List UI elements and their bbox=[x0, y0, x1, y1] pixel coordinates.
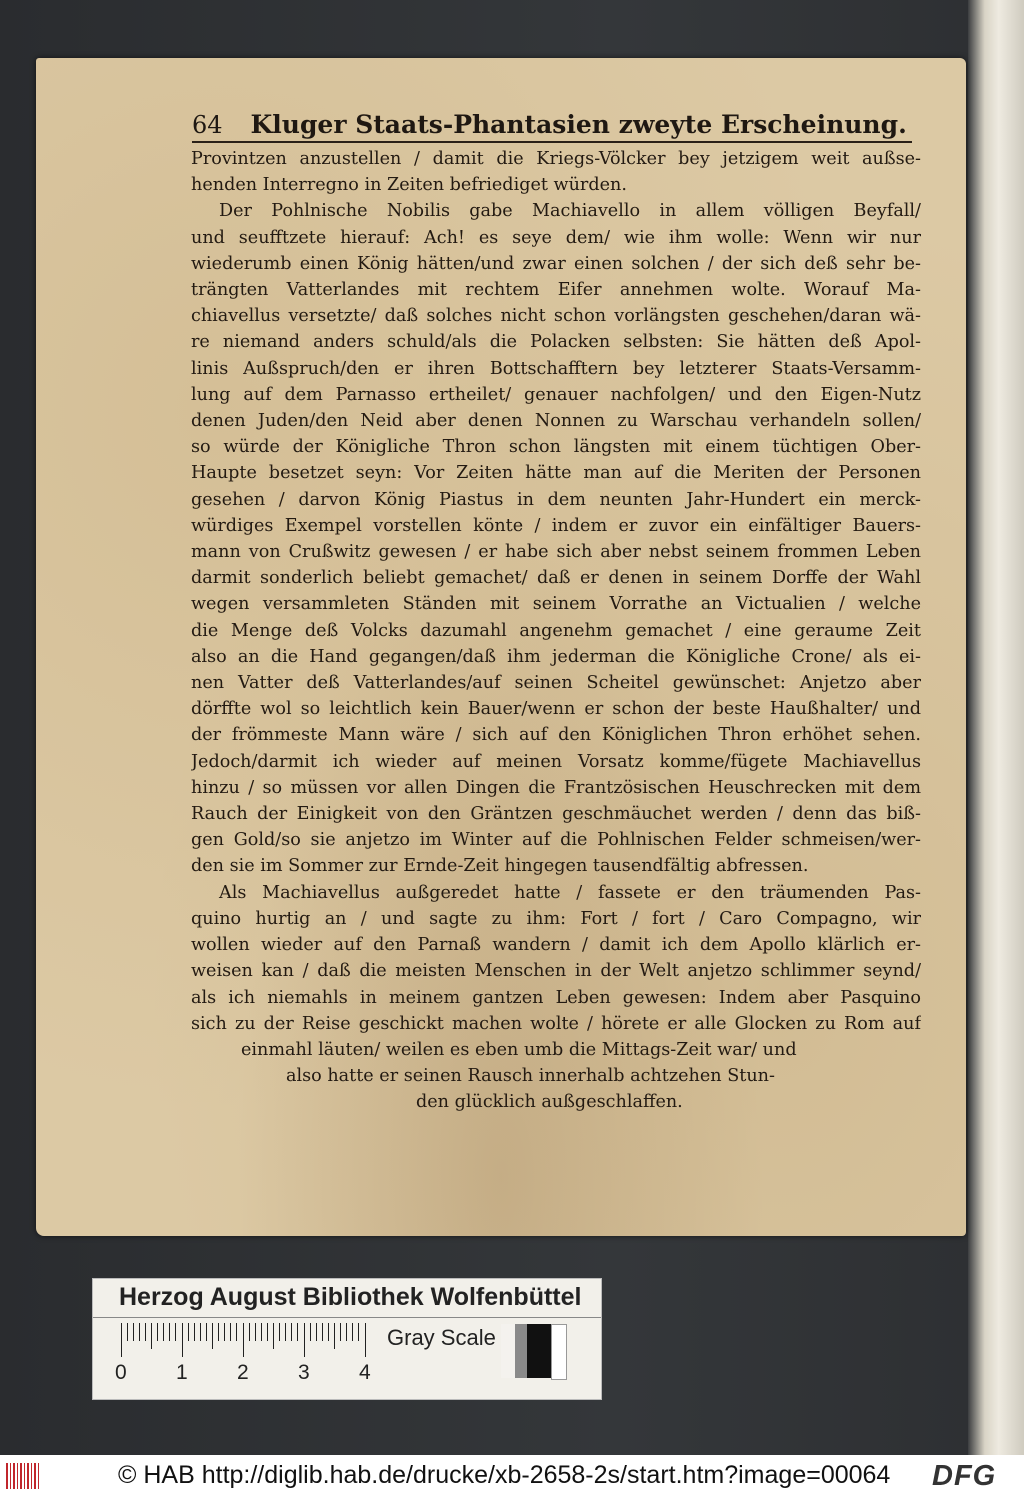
ruler-tick bbox=[358, 1323, 359, 1341]
text-line: linis Außspruch/den er ihren Bottschafftern bey letzterer Staats-Versamm- bbox=[191, 358, 921, 379]
ruler-tick bbox=[121, 1323, 122, 1357]
ruler-tick bbox=[340, 1323, 341, 1341]
page-body bbox=[191, 146, 921, 1116]
ruler-tick bbox=[169, 1323, 170, 1341]
text-line: als ich niemahls in meinem gantzen Leben gewesen: Indem aber Pasquino bbox=[191, 987, 921, 1008]
ruler-tick bbox=[267, 1323, 268, 1341]
text-line: Als Machiavellus außgeredet hatte / fassete er den träumenden Pas- bbox=[219, 882, 921, 903]
ruler-tick bbox=[328, 1323, 329, 1341]
ruler-tick bbox=[291, 1323, 292, 1341]
ruler-tick bbox=[316, 1323, 317, 1341]
text-line: die Menge deß Volcks dazumahl angenehm gemachet / eine geraume Zeit bbox=[191, 620, 921, 641]
gray-swatch-white bbox=[551, 1324, 567, 1380]
ruler-tick bbox=[310, 1323, 311, 1341]
ruler-tick bbox=[182, 1323, 183, 1357]
gray-swatch-mid bbox=[515, 1324, 527, 1378]
ruler-tick bbox=[194, 1323, 195, 1341]
text-line: trängten Vatterlandes mit rechtem Eifer annehmen wolte. Worauf Ma- bbox=[191, 280, 921, 301]
text-line: denen Juden/den Neid aber denen Nonnen zu Warschau verhandeln sollen/ bbox=[191, 411, 921, 432]
page-number: 64 bbox=[192, 111, 223, 139]
ruler-tick bbox=[218, 1323, 219, 1341]
ruler-tick bbox=[212, 1323, 213, 1349]
text-line: und seufftzete hierauf: Ach! es seye dem/ wie ihm wolle: Wenn wir nur bbox=[191, 227, 921, 248]
text-line: wollen wieder auf den Parnaß wandern / damit ich dem Apollo klärlich er- bbox=[191, 935, 921, 956]
footer-bar bbox=[0, 1455, 1024, 1496]
text-line: Der Pohlnische Nobilis gabe Machiavello in allem völligen Beyfall/ bbox=[219, 201, 921, 222]
measurement-ruler bbox=[121, 1323, 371, 1357]
book-page bbox=[36, 58, 966, 1236]
ruler-tick bbox=[255, 1323, 256, 1341]
color-reference-card bbox=[92, 1278, 602, 1400]
text-line: Provintzen anzustellen / damit die Kriegs-Völcker bey jetzigem weit außse- bbox=[191, 149, 921, 169]
ruler-tick bbox=[200, 1323, 201, 1341]
ruler-tick bbox=[273, 1323, 274, 1349]
text-line: lung auf dem Parnasso ertheilet/ genauer nachfolgen/ und den Eigen-Nutz bbox=[191, 384, 921, 405]
ruler-number: 3 bbox=[298, 1361, 310, 1384]
ruler-tick bbox=[304, 1323, 305, 1357]
text-line: würdiges Exempel vorstellen könte / indem er zuvor ein einfältiger Bauers- bbox=[191, 515, 921, 536]
text-line: weisen kan / daß die meisten Menschen in der Welt anjetzo schlimmer seynd/ bbox=[191, 961, 921, 982]
text-line: der frömmeste Mann wäre / sich auf den Königlichen Thron erhöhet sehen. bbox=[191, 725, 921, 746]
text-line: also an die Hand gegangen/daß ihm jederman die Königliche Crone/ als ei- bbox=[191, 646, 921, 667]
text-line: quino hurtig an / und sagte zu ihm: Fort / fort / Caro Compagno, wir bbox=[191, 908, 921, 929]
text-line: chiavellus versetzte/ daß solches nicht schon vorlängsten geschehen/daran wä- bbox=[191, 306, 921, 327]
text-line: henden Interregno in Zeiten befriediget würden. bbox=[191, 175, 627, 196]
text-line: Haupte besetzet seyn: Vor Zeiten hätte man auf die Meriten der Personen bbox=[191, 463, 921, 484]
ruler-number: 1 bbox=[176, 1361, 188, 1384]
ruler-tick bbox=[279, 1323, 280, 1341]
ruler-tick bbox=[249, 1323, 250, 1341]
ruler-tick bbox=[352, 1323, 353, 1341]
text-line: also hatte er seinen Rausch innerhalb achtzehen Stun- bbox=[286, 1066, 775, 1087]
running-head: Kluger Staats-Phantasien zweyte Erscheinung. bbox=[250, 110, 907, 139]
ruler-tick bbox=[285, 1323, 286, 1341]
text-line: gesehen / darvon König Piastus in dem neunten Jahr-Hundert ein merck- bbox=[191, 489, 921, 510]
ruler-tick bbox=[346, 1323, 347, 1341]
gray-swatch-black bbox=[527, 1324, 551, 1378]
ruler-tick bbox=[127, 1323, 128, 1341]
text-line: den sie im Sommer zur Ernde-Zeit hingegen tausendfältig abfressen. bbox=[191, 856, 809, 877]
ruler-number: 2 bbox=[237, 1361, 249, 1384]
ruler-tick bbox=[230, 1323, 231, 1341]
ruler-number: 0 bbox=[115, 1361, 127, 1384]
text-line: einmahl läuten/ weilen es eben umb die Mittags-Zeit war/ und bbox=[241, 1039, 797, 1060]
text-line: wiederumb einen König hätten/und zwar einen solchen / der sich deß sehr be- bbox=[191, 253, 921, 274]
text-line: wegen versammleten Ständen mit seinem Vorrathe an Victualien / welche bbox=[191, 594, 921, 615]
dfg-logo: DFG bbox=[932, 1460, 997, 1492]
ruler-tick bbox=[243, 1323, 244, 1357]
ruler-tick bbox=[236, 1323, 237, 1341]
ruler-tick bbox=[365, 1323, 366, 1357]
text-line: sich zu der Reise geschickt machen wolte / hörete er alle Glocken zu Rom auf bbox=[191, 1013, 921, 1034]
gray-scale-label: Gray Scale bbox=[387, 1325, 496, 1350]
ruler-tick bbox=[163, 1323, 164, 1341]
text-line: hinzu / so müssen vor allen Dingen die Frantzösischen Heuschrecken mit dem bbox=[191, 777, 921, 798]
source-url[interactable]: © HAB http://diglib.hab.de/drucke/xb-2658-2s/start.htm?image=00064 bbox=[118, 1461, 891, 1489]
ruler-tick bbox=[334, 1323, 335, 1349]
text-line: den glücklich außgeschlaffen. bbox=[416, 1092, 683, 1113]
institution-name: Herzog August Bibliothek Wolfenbüttel bbox=[119, 1283, 582, 1311]
text-line: nen Vatter deß Vatterlandes/auf seinen Scheitel gewünschet: Anjetzo aber bbox=[191, 673, 921, 694]
ruler-tick bbox=[224, 1323, 225, 1341]
page-header bbox=[192, 103, 912, 143]
gray-swatch-light bbox=[501, 1324, 515, 1378]
ruler-tick bbox=[206, 1323, 207, 1341]
ruler-tick bbox=[151, 1323, 152, 1349]
ruler-tick bbox=[175, 1323, 176, 1341]
ruler-number: 4 bbox=[359, 1361, 371, 1384]
text-line: dörffte wol so leichtlich kein Bauer/wenn er schon der beste Haußhalter/ und bbox=[191, 699, 921, 720]
text-line: Jedoch/darmit ich wieder auf meinen Vorsatz komme/fügete Machiavellus bbox=[191, 751, 921, 772]
ruler-tick bbox=[133, 1323, 134, 1341]
text-line: so würde der Königliche Thron schon längsten mit einem tüchtigen Ober- bbox=[191, 437, 921, 458]
text-line: Rauch der Einigkeit von den Gräntzen geschmäuchet werden / denn das biß- bbox=[191, 804, 921, 825]
ruler-tick bbox=[145, 1323, 146, 1341]
text-line: re niemand anders schuld/als die Polacken selbsten: Sie hätten deß Apol- bbox=[191, 332, 921, 353]
ruler-tick bbox=[322, 1323, 323, 1341]
ruler-tick bbox=[139, 1323, 140, 1341]
ruler-tick bbox=[157, 1323, 158, 1341]
ruler-tick bbox=[261, 1323, 262, 1341]
text-line: mann von Crußwitz gewesen / er habe sich aber nebst seinem frommen Leben bbox=[191, 542, 921, 563]
ruler-tick bbox=[297, 1323, 298, 1341]
book-edge bbox=[968, 0, 1024, 1455]
barcode-icon bbox=[6, 1463, 40, 1489]
ruler-tick bbox=[188, 1323, 189, 1341]
card-divider bbox=[93, 1317, 601, 1318]
text-line: darmit sonderlich beliebt gemachet/ daß er denen in seinem Dorffe der Wahl bbox=[191, 568, 921, 589]
text-line: gen Gold/so sie anjetzo im Winter auf die Pohlnischen Felder schmeisen/wer- bbox=[191, 830, 921, 851]
